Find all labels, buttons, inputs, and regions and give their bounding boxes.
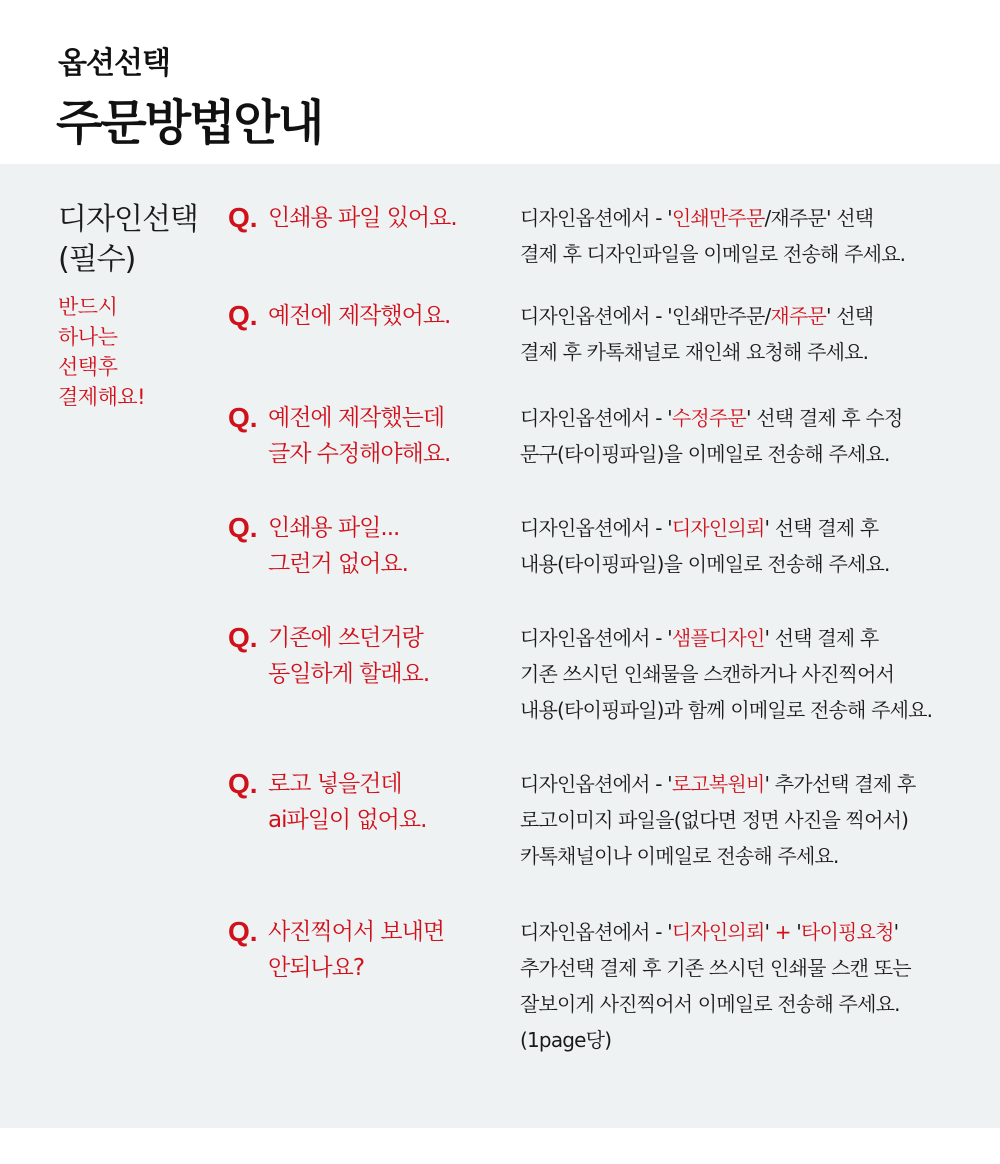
answer-highlight: 재주문 <box>770 304 826 328</box>
answer-line <box>520 546 1000 582</box>
answer-line <box>520 334 1000 370</box>
side-heading <box>58 200 228 280</box>
page-subtitle: 옵션선택 <box>58 46 170 81</box>
answer-highlight: 로고복원비 <box>671 772 765 796</box>
answer-text: 디자인옵션에서 - ' <box>520 206 672 230</box>
answer-text: 결제 후 디자인파일을 이메일로 전송해 주세요. <box>520 242 906 266</box>
question-line: 예전에 제작했어요. <box>268 303 451 329</box>
answer-line <box>520 400 1000 436</box>
answer-text: ' 선택 <box>825 304 874 328</box>
answer-highlight: 샘플디자인 <box>671 626 765 650</box>
question-line: 기존에 쓰던거랑 <box>268 625 423 651</box>
answer-highlight: 타이핑요청 <box>800 920 894 944</box>
question <box>228 766 508 838</box>
answer-line <box>520 656 1000 692</box>
answer-line <box>520 986 1000 1022</box>
side-note-line: 하나는 <box>58 325 118 349</box>
answer-text: 로고이미지 파일을(없다면 정면 사진을 찍어서) <box>520 808 909 832</box>
side-column <box>58 200 228 412</box>
page-title: 주문방법안내 <box>56 95 323 151</box>
question <box>228 914 508 986</box>
answer <box>520 510 1000 582</box>
answer-highlight: 수정주문 <box>671 406 746 430</box>
answer-line <box>520 692 1000 728</box>
question-text <box>268 298 450 334</box>
answer-text: 디자인옵션에서 - ' <box>520 920 672 944</box>
answer-highlight: + <box>774 920 791 944</box>
answer-text: ' 선택 결제 후 <box>764 516 879 540</box>
side-note-line: 선택후 <box>58 355 118 379</box>
answer-highlight: 디자인의뢰 <box>671 920 765 944</box>
answer-text: ' <box>764 920 775 944</box>
q-mark: Q. <box>228 202 258 233</box>
q-mark: Q. <box>228 622 258 653</box>
answer-line <box>520 766 1000 802</box>
answer-text: 기존 쓰시던 인쇄물을 스캔하거나 사진찍어서 <box>520 662 895 686</box>
answer-text: ' <box>893 920 899 944</box>
question-line: 그런거 없어요. <box>268 551 408 577</box>
question-text <box>268 620 429 692</box>
answer-text: 디자인옵션에서 - ' <box>520 626 672 650</box>
answer <box>520 400 1000 472</box>
answer-text: /재주문' 선택 <box>764 206 874 230</box>
answer-text: ' <box>790 920 801 944</box>
answer-text: ' 선택 결제 후 수정 <box>745 406 903 430</box>
answer-line <box>520 510 1000 546</box>
q-mark: Q. <box>228 916 258 947</box>
question <box>228 298 508 334</box>
answer-text: 디자인옵션에서 - ' <box>520 406 672 430</box>
question-line: 안되나요? <box>268 955 365 981</box>
answer-highlight: 인쇄만주문 <box>671 206 765 230</box>
answer-text: 내용(타이핑파일)을 이메일로 전송해 주세요. <box>520 552 890 576</box>
answer-text: 문구(타이핑파일)을 이메일로 전송해 주세요. <box>520 442 890 466</box>
answer-line <box>520 200 1000 236</box>
answer <box>520 766 1000 874</box>
answer-text: 디자인옵션에서 - ' <box>520 516 672 540</box>
question <box>228 400 508 472</box>
answer-line <box>520 620 1000 656</box>
question-line: 동일하게 할래요. <box>268 661 430 687</box>
question-line: 인쇄용 파일 있어요. <box>268 205 457 231</box>
answer <box>520 914 1000 1058</box>
answer-line <box>520 838 1000 874</box>
answer-line <box>520 436 1000 472</box>
answer-line <box>520 802 1000 838</box>
question-text <box>268 400 450 472</box>
answer-text: ' 선택 결제 후 <box>764 626 879 650</box>
answer-text: ' 추가선택 결제 후 <box>764 772 916 796</box>
answer-line <box>520 914 1000 950</box>
answer-text: 결제 후 카톡채널로 재인쇄 요청해 주세요. <box>520 340 869 364</box>
answer-highlight: 디자인의뢰 <box>671 516 765 540</box>
q-mark: Q. <box>228 402 258 433</box>
question-line: ai파일이 없어요. <box>268 807 427 833</box>
side-heading-line1: 디자인선택 <box>58 202 198 237</box>
answer-text: 잘보이게 사진찍어서 이메일로 전송해 주세요. <box>520 992 900 1016</box>
answer-text: 카톡채널이나 이메일로 전송해 주세요. <box>520 844 839 868</box>
side-note-line: 결제해요! <box>58 385 146 409</box>
header <box>0 0 1000 164</box>
question-text <box>268 766 426 838</box>
side-note <box>58 292 228 412</box>
question-line: 인쇄용 파일... <box>268 515 400 541</box>
question-line: 사진찍어서 보내면 <box>268 919 445 945</box>
answer-line <box>520 1022 1000 1058</box>
answer <box>520 620 1000 728</box>
answer-line <box>520 950 1000 986</box>
question <box>228 620 508 692</box>
q-mark: Q. <box>228 768 258 799</box>
answer-text: 디자인옵션에서 - ' <box>520 772 672 796</box>
question-line: 예전에 제작했는데 <box>268 405 445 431</box>
answer-text: (1page당) <box>520 1028 612 1052</box>
question-text <box>268 200 457 236</box>
answer-text: 내용(타이핑파일)과 함께 이메일로 전송해 주세요. <box>520 698 933 722</box>
answer-text: 추가선택 결제 후 기존 쓰시던 인쇄물 스캔 또는 <box>520 956 911 980</box>
question-line: 로고 넣을건데 <box>268 771 402 797</box>
q-mark: Q. <box>228 300 258 331</box>
answer-text: 디자인옵션에서 - '인쇄만주문/ <box>520 304 771 328</box>
answer <box>520 298 1000 370</box>
answer-line <box>520 236 1000 272</box>
q-mark: Q. <box>228 512 258 543</box>
side-note-line: 반드시 <box>58 295 118 319</box>
question <box>228 200 508 236</box>
question-text <box>268 914 444 986</box>
answer-line <box>520 298 1000 334</box>
question-line: 글자 수정해야해요. <box>268 441 451 467</box>
question <box>228 510 508 582</box>
answer <box>520 200 1000 272</box>
side-heading-line2: (필수) <box>58 242 136 277</box>
question-text <box>268 510 408 582</box>
